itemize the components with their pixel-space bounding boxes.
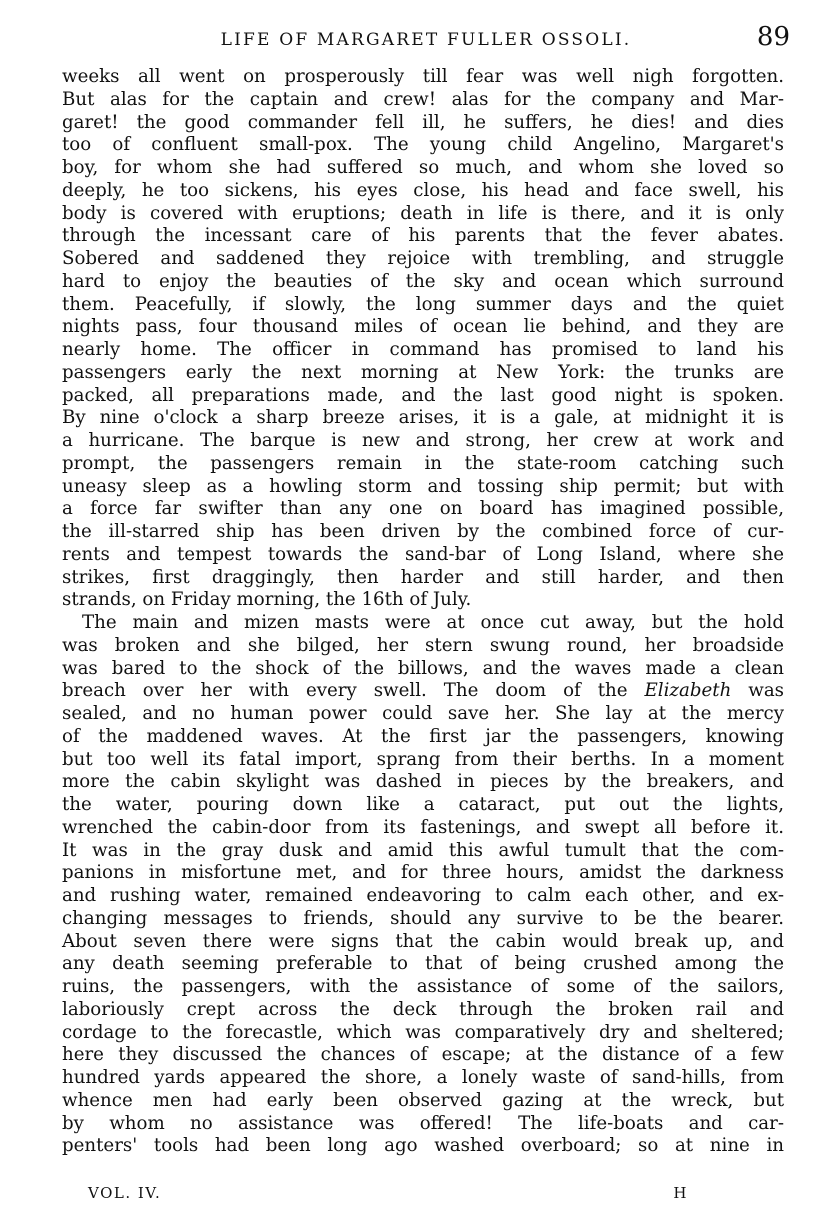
text-line: more the cabin skylight was dashed in pieces by the breakers, and [62,771,784,793]
text-line: and rushing water, remained endeavoring to calm each other, and ex- [62,885,784,906]
text-line: penters' tools had been long ago washed overboard; so at nine in [62,1135,784,1157]
text-line: changing messages to friends, should any survive to be the bearer. [62,907,784,929]
text-line: But alas for the captain and crew! alas for the company and Mar- [62,88,784,110]
text-line: but too well its fatal import, sprang from their berths. In a moment [62,748,784,770]
text-line: packed, all preparations made, and the last good night is spoken. [62,384,784,406]
page-footer [88,1184,688,1208]
text-line: breach over her with every swell. The doom of the Elizabeth was [62,680,784,702]
text-line: uneasy sleep as a howling storm and tossing ship permit; but with [62,475,784,497]
text-line: the ill-starred ship has been driven by the combined force of cur- [62,521,784,542]
text-line: strikes, first draggingly, then harder and still harder, and then [62,566,784,588]
text-line: strands, on Friday morning, the 16th of July. [62,589,472,611]
text-line: by whom no assistance was offered! The life-boats and car- [62,1112,784,1134]
text-line: was bared to the shock of the billows, and the waves made a clean [62,657,784,679]
text-line: panions in misfortune met, and for three hours, amidst the darkness [62,862,784,884]
text-line: here they discussed the chances of escape; at the distance of a few [62,1044,784,1066]
volume-signature: VOL. IV. [88,1184,162,1202]
text-line: whence men had early been observed gazing at the wreck, but [62,1089,784,1111]
text-line: laboriously crept across the deck through the broken rail and [62,998,784,1020]
text-line: deeply, he too sickens, his eyes close, his head and face swell, his [62,179,784,201]
page-number: 89 [756,22,790,52]
text-line: cordage to the forecastle, which was comparatively dry and sheltered; [62,1021,784,1043]
text-line: weeks all went on prosperously till fear was well nigh forgotten. [62,66,784,87]
text-line: nearly home. The officer in command has promised to land his [62,339,784,360]
text-line: About seven there were signs that the cabin would break up, and [62,930,784,952]
text-line: prompt, the passengers remain in the state-room catching such [62,452,784,474]
text-line: any death seeming preferable to that of being crushed among the [62,953,784,975]
text-line: boy, for whom she had suffered so much, and whom she loved so [62,157,784,178]
text-line: sealed, and no human power could save her. She lay at the mercy [62,703,784,724]
text-line: body is covered with eruptions; death in life is there, and it is only [62,202,784,224]
text-line: a hurricane. The barque is new and strong, her crew at work and [62,430,784,451]
text-line: It was in the gray dusk and amid this awful tumult that the com- [62,839,784,861]
text-line: nights pass, four thousand miles of ocean lie behind, and they are [62,316,784,338]
text-line: passengers early the next morning at New York: the trunks are [62,361,784,383]
running-title: LIFE OF MARGARET FULLER OSSOLI. [220,30,632,50]
text-line: was broken and she bilged, her stern swung round, her broadside [62,634,784,656]
text-line: garet! the good commander fell ill, he suffers, he dies! and dies [62,111,784,133]
body-text [62,66,784,1158]
text-line: Sobered and saddened they rejoice with trembling, and struggle [62,248,784,269]
ship-name: Elizabeth [644,680,732,702]
text-line: wrenched the cabin-door from its fastenings, and swept all before it. [62,816,784,838]
text-line: rents and tempest towards the sand-bar of Long Island, where she [62,543,784,565]
text-line: of the maddened waves. At the first jar the passengers, knowing [62,725,784,747]
text-line: By nine o'clock a sharp breeze arises, it is a gale, at midnight it is [62,407,784,429]
text-line: them. Peacefully, if slowly, the long summer days and the quiet [62,293,784,315]
text-line: a force far swifter than any one on board has imagined possible, [62,498,784,520]
text-line: The main and mizen masts were at once cut away, but the hold [82,612,784,633]
text-line: through the incessant care of his parents that the fever abates. [62,225,784,247]
text-line: hundred yards appeared the shore, a lonely waste of sand-hills, from [62,1067,784,1088]
text-line: the water, pouring down like a cataract, put out the lights, [62,794,784,815]
text-line: ruins, the passengers, with the assistance of some of the sailors, [62,976,784,997]
text-line: too of confluent small-pox. The young child Angelino, Margaret's [62,134,784,156]
signature-mark: H [673,1184,688,1202]
page-header [62,22,790,56]
text-line: hard to enjoy the beauties of the sky and ocean which surround [62,270,784,292]
